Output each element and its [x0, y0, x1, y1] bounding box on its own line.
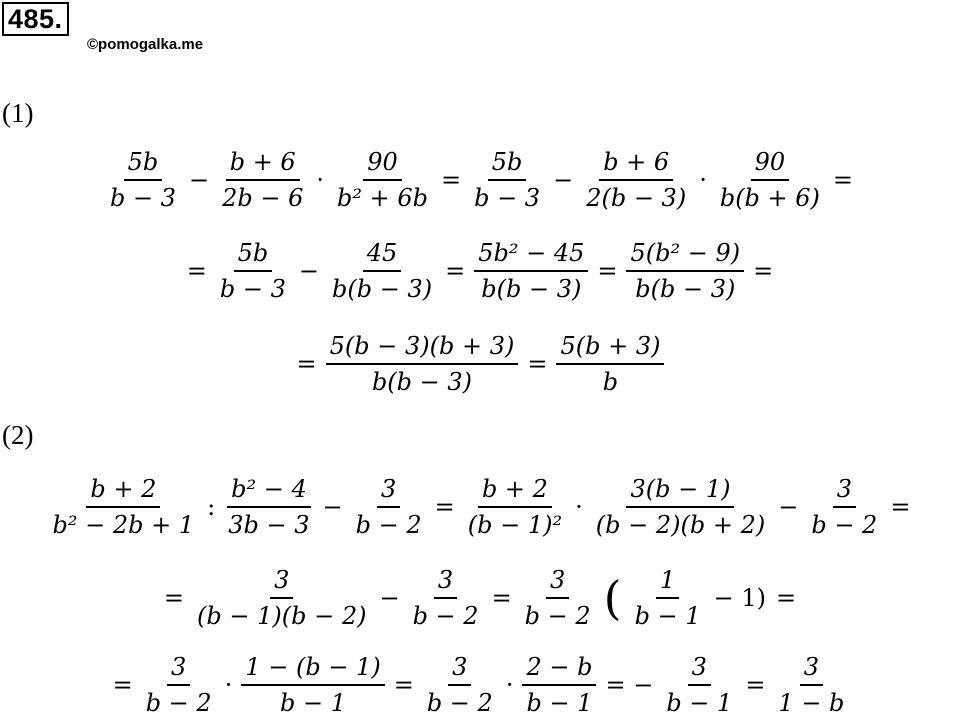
equation-line [0, 556, 960, 640]
operator: = [832, 166, 854, 194]
operator: = − [605, 671, 654, 699]
fraction [328, 236, 436, 306]
equation-line [0, 229, 960, 313]
denominator: (b − 2)(b + 2) [595, 511, 766, 539]
numerator: 45 [363, 236, 402, 272]
fraction [106, 145, 180, 215]
equation-line [0, 138, 960, 222]
numerator: 5b [488, 145, 527, 181]
fraction [333, 145, 432, 215]
numerator: 3 [448, 650, 471, 686]
fraction [241, 650, 384, 720]
numerator: b + 6 [599, 145, 673, 181]
numerator: 3 [434, 563, 457, 599]
operator: · [699, 166, 707, 194]
numerator: 3 [688, 650, 711, 686]
denominator: b − 3 [219, 275, 286, 303]
fraction [774, 650, 848, 720]
numerator: 5(b + 3) [556, 329, 664, 365]
operator: = [597, 257, 618, 285]
denominator: b(b − 3) [481, 275, 582, 303]
operator: = [440, 166, 462, 194]
operator: : [207, 493, 216, 521]
numerator: 3 [833, 472, 856, 508]
numerator: b + 2 [86, 472, 160, 508]
fraction [662, 650, 736, 720]
fraction [716, 145, 824, 215]
operator: · [505, 671, 514, 699]
denominator: b − 2 [811, 511, 878, 539]
fraction [49, 472, 199, 542]
open-paren: ( [603, 571, 622, 625]
fraction [631, 563, 705, 633]
operator: = [112, 671, 133, 699]
denominator: b² + 6b [336, 184, 428, 212]
operator: − [778, 493, 799, 521]
denominator: b − 1 [526, 689, 593, 717]
equation-line [0, 322, 960, 406]
denominator: b − 3 [109, 184, 176, 212]
fraction [142, 650, 216, 720]
denominator: b − 1 [634, 602, 701, 630]
fraction [224, 472, 313, 542]
operator: − [379, 584, 400, 612]
fraction [352, 472, 426, 542]
denominator: b(b − 3) [332, 275, 433, 303]
denominator: b − 2 [145, 689, 212, 717]
numerator: b + 2 [478, 472, 552, 508]
fraction [626, 236, 744, 306]
denominator: b − 2 [524, 602, 591, 630]
fraction [216, 236, 290, 306]
denominator: 2b − 6 [222, 184, 304, 212]
fraction [807, 472, 881, 542]
numerator: 5(b² − 9) [626, 236, 744, 272]
operator: · [575, 493, 583, 521]
operator: = [163, 584, 184, 612]
denominator: (b − 1)² [467, 511, 563, 539]
numerator: 5b² − 45 [474, 236, 588, 272]
numerator: 3(b − 1) [626, 472, 734, 508]
operator: = [393, 671, 414, 699]
denominator: b − 2 [426, 689, 493, 717]
denominator: b² − 2b + 1 [52, 511, 195, 539]
fraction [326, 329, 519, 399]
operator: = [527, 350, 548, 378]
part-label-2: (2) [2, 420, 34, 450]
denominator: 2(b − 3) [586, 184, 687, 212]
denominator: b − 3 [474, 184, 541, 212]
operator: = [296, 350, 317, 378]
denominator: 1 − b [778, 689, 845, 717]
numerator: 3 [800, 650, 823, 686]
numerator: 5(b − 3)(b + 3) [326, 329, 519, 365]
operator: · [224, 671, 233, 699]
operator: = [890, 493, 911, 521]
fraction [556, 329, 664, 399]
numerator: b² − 4 [227, 472, 311, 508]
numerator: 90 [751, 145, 790, 181]
denominator: (b − 1)(b − 2) [197, 602, 367, 630]
fraction [464, 472, 566, 542]
operator: = [186, 257, 207, 285]
equation-line [0, 643, 960, 727]
operator: − [188, 166, 210, 194]
numerator: 5b [234, 236, 273, 272]
denominator: b − 1 [666, 689, 733, 717]
fraction [470, 145, 544, 215]
fraction [423, 650, 497, 720]
numerator: 3 [270, 563, 293, 599]
numerator: 3 [377, 472, 400, 508]
denominator: b [602, 368, 619, 396]
operator: − [322, 493, 343, 521]
equation-line [0, 465, 960, 549]
operator: − 1) [713, 584, 766, 612]
operator: = [434, 493, 455, 521]
numerator: 3 [167, 650, 190, 686]
denominator: b − 2 [412, 602, 479, 630]
numerator: 2 − b [522, 650, 596, 686]
watermark: ©pomogalka.me [87, 36, 204, 53]
operator: − [553, 166, 574, 194]
operator: = [445, 257, 466, 285]
numerator: 1 [656, 563, 679, 599]
fraction [582, 145, 690, 215]
fraction [409, 563, 483, 633]
operator: − [298, 257, 319, 285]
operator: = [753, 257, 774, 285]
part-label-1: (1) [2, 98, 34, 128]
operator: = [776, 584, 797, 612]
operator: = [491, 584, 512, 612]
fraction [218, 145, 307, 215]
fraction [193, 563, 370, 633]
fraction [592, 472, 769, 542]
denominator: b(b − 3) [635, 275, 736, 303]
denominator: b(b + 6) [719, 184, 820, 212]
numerator: 1 − (b − 1) [241, 650, 384, 686]
numerator: 5b [124, 145, 163, 181]
numerator: 3 [546, 563, 569, 599]
denominator: 3b − 3 [228, 511, 310, 539]
denominator: b − 2 [355, 511, 422, 539]
fraction [522, 650, 596, 720]
task-number: 485. [2, 2, 69, 36]
numerator: 90 [363, 145, 402, 181]
operator: · [316, 166, 324, 194]
numerator: b + 6 [226, 145, 300, 181]
fraction [521, 563, 595, 633]
denominator: b − 1 [280, 689, 347, 717]
fraction [474, 236, 588, 306]
operator: = [745, 671, 766, 699]
denominator: b(b − 3) [371, 368, 473, 396]
